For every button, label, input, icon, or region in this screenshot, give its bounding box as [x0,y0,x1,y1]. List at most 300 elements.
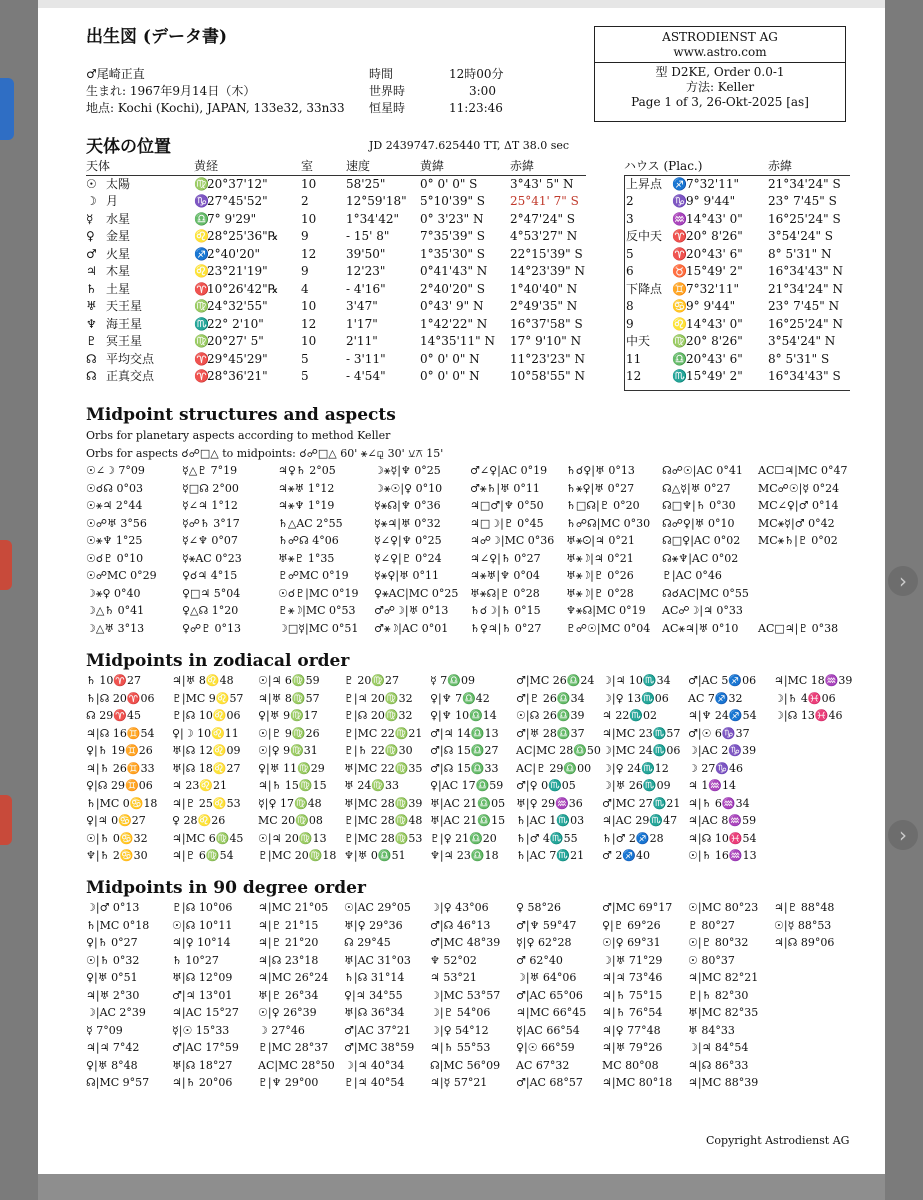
zodiacal-entry: ♃|MC 6♍45 [172,831,244,845]
ninety-entry: ♃|☊ 89°06 [774,936,835,949]
latitude: 5°10'39" S [420,194,486,208]
ninety-entry: ☉|♀ 69°31 [602,936,661,949]
structure-entry: ♃□☽|♇ 0°45 [470,516,544,530]
ninety-entry: ♃|♄ 20°06 [172,1076,233,1089]
zodiacal-entry: ☉|♄ 0♋32 [86,831,148,845]
house-row [624,281,854,299]
sign-icon: ♍ [194,176,209,191]
latitude: 0° 0' 0" S [420,176,478,191]
ninety-entry: ♇|☊ 10°06 [172,901,233,914]
ninety-entry: ♅|MC 82°35 [688,1006,759,1019]
person-name: ♂尾崎正直 [86,67,145,81]
house-name: 11 [626,351,642,366]
structure-entry: ♃⚹♆ 1°19 [278,499,335,512]
structure-entry: ☿⚹♃|♅ 0°32 [374,516,441,530]
zodiacal-entry: ♃|♅ 8♌48 [172,674,234,687]
latitude: 0° 0' 0" N [420,351,480,366]
house: 5 [301,369,309,383]
structure-entry: ☉⚹♆ 1°25 [86,534,143,547]
longitude: 2°40'20" [207,246,260,261]
zodiacal-entry: ☿|♀ 17♍48 [258,796,322,810]
zodiacal-entry: ♃|AC 8♒59 [688,814,757,827]
house-longitude: 15°49' 2" [686,264,743,278]
structure-entry: ♄♀♃|♄ 0°27 [470,621,542,635]
ninety-entry: ♂|♆ 59°47 [516,918,577,932]
structure-entry: ♂⚹☽|AC 0°01 [374,621,449,635]
divider [595,62,845,63]
midpoint-structures-title: Midpoint structures and aspects [86,405,396,425]
birth-date-row [86,83,255,99]
side-tab-red-2[interactable] [0,795,12,845]
sign-icon: ♈ [194,281,209,296]
ninety-entry: ☉ 80°37 [688,953,735,967]
structure-entry: MC⚹☿|♂ 0°42 [758,516,835,530]
page-info: Page 1 of 3, 26-Okt-2025 [as] [631,95,809,109]
planet-row [86,211,586,229]
ninety-entry: ☊|MC 9°57 [86,1076,150,1089]
ninety-entry: AC 67°32 [516,1058,570,1072]
sign-icon: ♌ [194,229,209,243]
ninety-entry: ♃|♅ 79°26 [602,1041,663,1054]
house-name: 9 [626,316,634,331]
ninety-entry: ♀|♄ 0°27 [86,936,138,949]
longitude: 7° 9'29" [207,211,257,226]
structure-entry: AC□♃|♇ 0°38 [758,621,839,635]
ninety-entry: ♂|♃ 13°01 [172,988,233,1002]
zodiacal-entry: ♀|♆ 10♎14 [430,709,497,722]
house-row [624,193,854,211]
latitude: 2°40'20" S [420,281,486,296]
structure-entry: ☉∠☽ 7°09 [86,464,145,477]
zodiacal-entry: ♀|♃ 0♋27 [86,814,146,827]
zodiacal-entry: ♃|♆ 24♐54 [688,709,757,722]
place-label: 地点: [86,101,115,115]
zodiacal-entry: ♀|AC 17♎59 [430,779,504,792]
ninety-entry: ♅|AC 31°03 [344,953,411,967]
place-row [86,100,345,116]
ut-label: 世界時 [369,84,406,98]
longitude: 27°45'52" [207,194,268,208]
zodiacal-entry: ♃ 22♏02 [602,709,658,722]
ninety-entry: ♂|AC 68°57 [516,1076,583,1089]
top-strip [38,0,885,8]
house-table-rule-left [624,175,625,390]
structure-entry: ☽⚹☿|♆ 0°25 [374,464,441,477]
ninety-entry: ☉|MC 80°23 [688,901,759,914]
structure-entry: ☿⚹♀|♅ 0°11 [374,569,439,582]
ninety-entry: ♀|♇ 69°26 [602,918,661,932]
structure-entry: ☿△♇ 7°19 [182,464,238,477]
structure-entry: ♆⚹☊|MC 0°19 [566,604,646,617]
zodiacal-entry: ♆|♃ 23♎18 [430,849,499,862]
house-row [624,298,854,316]
zodiacal-entry: ♅|♀ 29♒36 [516,796,583,810]
sign-icon: ♉ [672,264,687,278]
ninety-entry: ☽|♀ 43°06 [430,901,489,914]
zodiacal-entry: ♃|MC 18♒39 [774,674,853,687]
col-header-speed: 速度 [346,159,371,173]
longitude: 10°26'42"℞ [207,281,279,296]
ninety-entry: ☽|♇ 54°06 [430,1006,491,1019]
structure-entry: ♀⚹AC|MC 0°25 [374,586,459,600]
zodiacal-entry: ♄|MC 0♋18 [86,796,158,810]
ut-value: 3:00 [469,84,496,98]
latitude: 0° 0' 0" N [420,369,480,383]
ninety-entry: ☉|♀ 26°39 [258,1006,317,1019]
zodiacal-entry: ♅|AC 21♎05 [430,796,506,810]
house-row [624,316,854,334]
longitude: 23°21'19" [207,264,268,278]
chevron-right-icon[interactable]: › [888,566,918,596]
ninety-entry: ☉|☿ 88°53 [774,918,832,932]
house-row [624,211,854,229]
ninety-entry: ☿|☉ 15°33 [172,1023,230,1037]
structure-entry: ♄⚹♀|♅ 0°27 [566,481,635,495]
speed: - 15' 8" [346,229,390,243]
house-row [624,368,854,386]
time-label: 時間 [369,67,394,81]
house-declination: 16°34'43" N [768,264,843,278]
planet-name: 天王星 [106,299,143,313]
speed: - 4'54" [346,369,386,383]
ninety-entry: ♄|MC 0°18 [86,918,150,932]
st-value: 11:23:46 [449,101,503,115]
zodiacal-entry: ♇|♀ 21♎20 [430,831,497,845]
house-declination: 16°25'24" S [768,211,841,226]
structure-entry: ♃⚹♅ 1°12 [278,481,335,495]
house-longitude: 7°32'11" [686,176,739,191]
ninety-entry: ♅ 84°33 [688,1023,735,1037]
col-header-latitude: 黄緯 [420,159,445,173]
structure-entry: MC⚹♄|♇ 0°02 [758,534,838,547]
ninety-entry: ☉|☊ 10°11 [172,918,233,932]
latitude: 1°35'30" S [420,246,486,261]
ninety-entry: ☽|♅ 71°29 [602,953,663,967]
zodiacal-entry: ♂|♃ 14♎13 [430,726,499,740]
ninety-entry: ☽|♀ 54°12 [430,1023,489,1037]
zodiacal-entry: ☉|♃ 6♍59 [258,674,320,687]
company-name: ASTRODIENST AG [662,30,778,44]
speed: 1'17" [346,316,378,331]
house-name: 上昇点 [626,176,663,191]
sign-icon: ♈ [672,246,687,261]
structure-entry: ☿∠♃ 1°12 [182,499,238,512]
planet-name: 平均交点 [106,351,155,366]
ninety-title: Midpoints in 90 degree order [86,878,366,898]
planet-row [86,193,586,211]
sign-icon: ♏ [194,316,209,331]
ninety-entry: ☿|AC 66°54 [516,1023,580,1037]
house-table-header [624,158,854,176]
structure-entry: ☊⚹♆|AC 0°02 [662,551,739,565]
zodiacal-entry: ♅|☊ 12♌09 [172,744,241,757]
planet-name: 正真交点 [106,369,155,383]
house-longitude: 9° 9'44" [686,194,736,208]
planet-symbol-icon: ♀ [86,229,95,243]
house: 10 [301,334,317,348]
house-longitude: 20°43' 6" [686,246,743,261]
method: 方法: Keller [685,80,755,94]
longitude: 24°32'55" [207,299,268,313]
structure-entry: ♀△☊ 1°20 [182,604,239,617]
structure-entry: ♄☌☽|♄ 0°15 [470,604,541,617]
zodiacal-entry: ☽|☊ 13♓46 [774,709,843,722]
zodiacal-entry: ☽|♄ 4♓06 [774,691,836,705]
house-longitude: 20°43' 6" [686,351,743,366]
zodiacal-entry: ♇|MC 28♍48 [344,814,423,827]
document-page [38,8,885,1174]
speed: 12°59'18" [346,194,407,208]
zodiacal-entry: ♂|♅ 28♎37 [516,726,585,740]
house-longitude: 14°43' 0" [686,316,743,331]
zodiacal-entry: ☽|AC 2♑39 [688,744,757,757]
structure-entry: ☽□☿|MC 0°51 [278,621,359,635]
ninety-entry: ♃|♃ 7°42 [86,1041,140,1054]
zodiacal-entry: ♂|MC 26♎24 [516,674,595,687]
structure-entry: AC☍☽|♃ 0°33 [662,604,743,617]
planet-symbol-icon: ♄ [86,281,97,296]
zodiacal-entry: ☽|♅ 26♏09 [602,779,671,792]
planet-name: 太陽 [106,176,131,191]
planet-symbol-icon: ♆ [86,316,97,331]
ninety-entry: ♃|♀ 77°48 [602,1023,661,1037]
ninety-entry: ☿ 7°09 [86,1023,123,1037]
structure-entry: AC☐♃|MC 0°47 [758,464,848,477]
sign-icon: ♑ [194,194,209,208]
planet-name: 水星 [106,211,131,226]
zodiacal-entry: ♄|AC 1♏03 [516,814,585,827]
declination: 22°15'39" S [510,246,583,261]
zodiacal-entry: ♃|♄ 6♒34 [688,796,750,810]
declination: 2°47'24" S [510,211,576,226]
structure-entry: ☿∠♆ 0°07 [182,534,238,547]
right-window-strip [885,0,923,1200]
house-name: 12 [626,369,642,383]
zodiacal-entry: ♄ 10♈27 [86,674,142,687]
zodiacal-entry: ♄|☊ 20♈06 [86,691,155,705]
ninety-entry: ♇ 80°27 [688,918,735,932]
zodiacal-entry: ☉|☊ 26♎39 [516,709,585,722]
place: Kochi (Kochi), JAPAN, 133e32, 33n33 [117,101,345,115]
zodiacal-entry: ♀|☽ 10♌11 [172,726,239,740]
structure-entry: ♇⚹☽|MC 0°53 [278,604,356,617]
ninety-entry: ♆ 52°02 [430,953,477,967]
declination: 4°53'27" N [510,229,578,243]
declination: 17° 9'10" N [510,334,582,348]
ninety-entry: ♃|♇ 21°20 [258,936,319,949]
structure-entry: ♃♀♄ 2°05 [278,464,336,477]
col-header-body: 天体 [86,159,111,173]
structure-entry: ☊△☿|♅ 0°27 [662,481,731,495]
ninety-entry: ☊ 29°45 [344,936,391,949]
zodiacal-entry: ☉|♄ 16♒13 [688,849,757,862]
latitude: 0°41'43" N [420,264,488,278]
sign-icon: ♈ [194,351,209,366]
sign-icon: ♊ [672,281,687,296]
sign-icon: ♒ [672,211,687,226]
zodiacal-entry: ♇|MC 22♍21 [344,726,423,740]
house-table [624,158,854,386]
longitude: 29°45'29" [207,351,268,366]
structure-entry: ♄□☊|♇ 0°20 [566,499,640,512]
house-longitude: 15°49' 2" [686,369,743,383]
zodiacal-entry: ♅|☊ 18♌27 [172,761,241,775]
structure-entry: ☽△♄ 0°41 [86,604,145,617]
zodiacal-entry: ♇ 20♍27 [344,674,400,687]
structure-entry: MC∠♀|♂ 0°14 [758,499,839,512]
latitude: 0°43' 9" N [420,299,484,313]
planet-name: 海王星 [106,316,143,331]
house-declination: 3°54'24" S [768,229,834,243]
zodiacal-entry: ♂|MC 27♏21 [602,796,681,810]
house: 9 [301,229,309,243]
structure-entry: ☽⚹♀ 0°40 [86,586,141,600]
ninety-entry: ♇|♄ 82°30 [688,988,749,1002]
ninety-entry: ♀|♃ 34°55 [344,988,403,1002]
planet-row [86,298,586,316]
latitude: 1°42'22" N [420,316,488,331]
house-name: 反中天 [626,229,663,243]
planet-row [86,316,586,334]
zodiacal-entry: ♃|♇ 6♍54 [172,849,234,862]
ninety-entry: ♂|MC 38°59 [344,1041,415,1054]
longitude: 22° 2'10" [207,316,264,331]
ninety-entry: ♅|♀ 29°36 [344,918,403,932]
house-longitude: 9° 9'44" [686,299,736,313]
ninety-entry: ♅|☊ 12°09 [172,971,233,984]
zodiacal-entry: ♂|☉ 6♑37 [688,726,750,740]
planet-row [86,263,586,281]
declination: 14°23'39" N [510,264,585,278]
ninety-entry: ♄ 10°27 [172,953,219,967]
chevron-right-icon-2[interactable]: › [888,820,918,850]
structure-entry: ♃□♂|♆ 0°50 [470,499,544,512]
planet-name: 金星 [106,229,131,243]
speed: 1°34'42" [346,211,399,226]
house-longitude: 20° 8'26" [686,229,743,243]
ninety-entry: ♂|AC 17°59 [172,1041,239,1054]
planet-symbol-icon: ☊ [86,351,97,366]
structure-entry: ♅⚹☽|♇ 0°26 [566,569,634,582]
zodiacal-entry: ♀|♆ 7♎42 [430,691,490,705]
house-declination: 16°25'24" N [768,316,843,331]
declination: 10°58'55" N [510,369,585,383]
structure-entry: ☉☌☊ 0°03 [86,481,144,495]
planet-symbol-icon: ♂ [86,246,97,261]
structure-entry: ♀☌♃ 4°15 [182,569,238,582]
structure-entry: ♄☍☊ 4°06 [278,534,339,547]
house: 10 [301,299,317,313]
house-declination: 21°34'24" N [768,281,843,296]
sign-icon: ♐ [194,246,209,261]
planet-name: 土星 [106,281,131,296]
col-header-declination: 赤緯 [510,159,535,173]
planet-symbol-icon: ♃ [86,264,97,278]
zodiacal-entry: ☽|♀ 24♏12 [602,761,669,775]
house-row [624,176,854,194]
declination: 1°40'40" N [510,281,578,296]
ninety-entry: ♃|MC 26°24 [258,971,329,984]
planet-symbol-icon: ☊ [86,369,97,383]
house-name: 3 [626,211,634,226]
planet-row [86,351,586,369]
structure-entry: ♃☍☽|MC 0°36 [470,534,555,547]
zodiacal-entry: ♃|AC 29♏47 [602,814,678,827]
structure-entry: ☿□☊ 2°00 [182,481,239,495]
side-tab-blue[interactable] [0,78,14,140]
zodiacal-entry: ♇|MC 28♍53 [344,831,423,845]
zodiacal-entry: ♀|♄ 19♊26 [86,744,153,757]
ninety-entry: ☉|♇ 80°32 [688,936,749,949]
copyright: Copyright Astrodienst AG [706,1134,850,1147]
ninety-entry: ♃|♄ 75°15 [602,988,663,1002]
ninety-entry: ☉|♄ 0°32 [86,953,140,967]
ninety-entry: ♃|♄ 55°53 [430,1041,491,1054]
house: 5 [301,351,309,366]
left-window-strip [0,0,38,1200]
zodiacal-entry: ♆|♅ 0♎51 [344,849,406,862]
structure-entry: ♇☍MC 0°19 [278,569,349,582]
zodiacal-entry: AC|MC 28♎50 [516,744,601,757]
planet-row [86,246,586,264]
house: 9 [301,264,309,278]
zodiacal-title: Midpoints in zodiacal order [86,651,350,671]
house: 12 [301,246,317,261]
zodiacal-entry: MC 20♍08 [258,814,323,827]
declination: 2°49'35" N [510,299,578,313]
structure-entry: ♅⚹♇ 1°35 [278,551,335,565]
ninety-entry: ♀|♅ 0°51 [86,971,138,984]
ninety-entry: AC|MC 28°50 [258,1058,335,1072]
ninety-entry: MC 80°08 [602,1058,659,1072]
speed: 58'25" [346,176,386,191]
ninety-entry: ☽|MC 53°57 [430,988,501,1002]
ninety-entry: ♃|MC 66°45 [516,1006,587,1019]
zodiacal-entry: ♃ 23♌21 [172,779,228,792]
planet-row [86,176,586,194]
zodiacal-entry: ♃|♅ 8♍57 [258,691,320,705]
page-title: 出生図 (データ書) [86,27,228,47]
ninety-entry: ♃|MC 21°05 [258,901,329,914]
zodiacal-entry: ☊ 29♈45 [86,709,141,722]
ninety-entry: ♇|♆ 29°00 [258,1076,319,1089]
zodiacal-entry: ♂|♀ 0♏05 [516,779,576,792]
structure-entry: ☿⚹AC 0°23 [182,551,242,565]
house: 12 [301,316,317,331]
house-name: 5 [626,246,634,261]
structure-entry: ☊☍☉|AC 0°41 [662,464,743,477]
planet-name: 木星 [106,264,131,278]
house-declination: 16°34'43" S [768,369,841,383]
house-name: 8 [626,299,634,313]
zodiacal-entry: ♅|MC 28♍39 [344,796,423,810]
birth-date: 1967年9月14日（木） [129,84,256,98]
side-tab-red[interactable] [0,540,12,590]
structure-entry: ☉☌♇|MC 0°19 [278,586,359,600]
zodiacal-entry: ☽|MC 24♏06 [602,744,681,757]
sign-icon: ♍ [194,334,209,348]
longitude: 20°37'12" [207,176,268,191]
ninety-entry: ♃|☿ 57°21 [430,1076,488,1089]
time-value: 12時00分 [449,67,504,81]
zodiacal-entry: ♀|☊ 29♊06 [86,779,153,792]
house-declination: 8° 5'31" S [768,351,830,366]
structure-entry: ♅⚹☽|♃ 0°21 [566,551,634,565]
ninety-entry: ☿|♀ 62°28 [516,936,572,949]
ninety-entry: ☽|AC 2°39 [86,1006,146,1019]
orb-note-midpoints: Orbs for aspects ☌☍□△ to midpoints: ☌☍□△ 60' ⚹∠⚼ 30' ⚺⚻ 15' [86,447,444,460]
structure-entry: ☿☍♄ 3°17 [182,516,240,530]
